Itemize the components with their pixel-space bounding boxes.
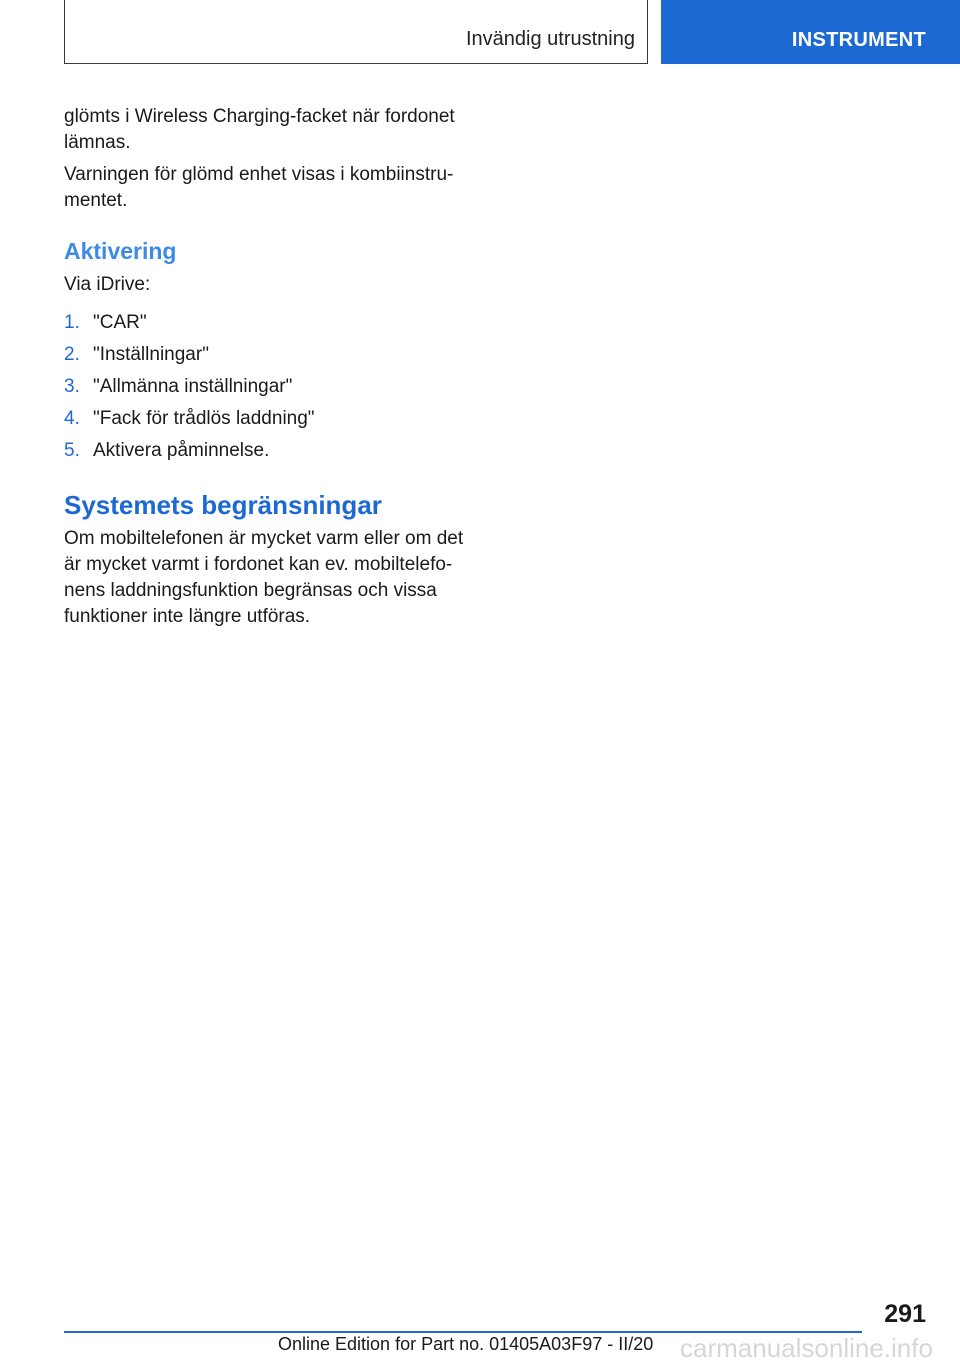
edition-note: Online Edition for Part no. 01405A03F97 - II/20 (278, 1334, 654, 1354)
intro-paragraph: glömts i Wireless Charging-facket när fordonet lämnas. (64, 106, 455, 153)
page-content (64, 104, 474, 636)
activation-lead: Via iDrive: (64, 274, 151, 295)
step-number: 2. (64, 344, 80, 365)
limitations-paragraph: Om mobiltelefonen är mycket varm eller om det är mycket varmt i fordonet kan ev. mobiltelefo‐ nens laddningsfunktion begränsas och vissa funktioner inte längre utföras. (64, 528, 464, 627)
step-item (64, 342, 474, 368)
step-item (64, 406, 474, 432)
chapter-tab-label: INSTRUMENT (791, 29, 926, 51)
step-text: "Fack för trådlös laddning" (93, 408, 315, 429)
activation-heading: Aktivering (64, 238, 177, 264)
activation-steps (64, 310, 474, 464)
page-number: 291 (884, 1300, 926, 1328)
step-item (64, 310, 474, 336)
step-number: 1. (64, 312, 80, 333)
step-text: "CAR" (93, 312, 147, 333)
step-item (64, 374, 474, 400)
step-number: 5. (64, 440, 80, 461)
section-title: Invändig utrustning (465, 28, 635, 50)
step-text: "Allmänna inställningar" (93, 376, 293, 397)
watermark: carmanualsonline.info (680, 1333, 933, 1363)
step-number: 3. (64, 376, 80, 397)
step-item (64, 438, 474, 464)
step-number: 4. (64, 408, 80, 429)
intro-paragraph: Varningen för glömd enhet visas i kombiinstru‐ mentet. (64, 164, 454, 211)
step-text: Aktivera påminnelse. (93, 440, 270, 461)
step-text: "Inställningar" (93, 344, 209, 365)
chapter-tab[interactable] (661, 0, 960, 64)
limitations-heading: Systemets begränsningar (64, 490, 382, 520)
